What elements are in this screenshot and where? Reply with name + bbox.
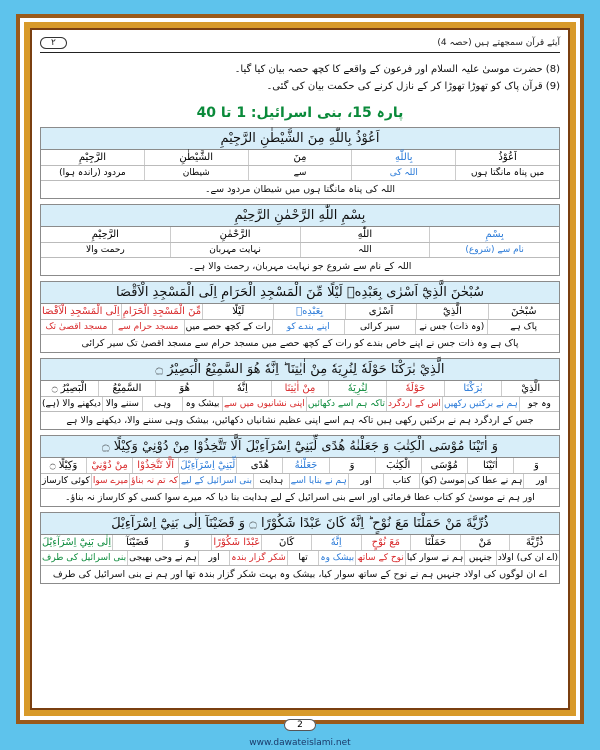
arabic-word: الرَّحِيْمِ — [91, 229, 119, 240]
arabic-word: جَعَلْنٰهُ — [282, 458, 328, 473]
urdu-meaning: اللہ — [300, 243, 430, 257]
arabic-word: لِّبَنِيْٓ اِسْرَآءِيْلَ — [180, 460, 236, 471]
arabic-word-row — [41, 458, 559, 474]
arabic-word: بِاللّٰهِ — [351, 150, 455, 165]
arabic-word-row — [41, 150, 559, 166]
arabic-word: مُوْسَى — [421, 458, 467, 473]
translation-text: اے ان لوگوں کی اولاد جنہیں ہم نے نوح کے ساتھ سوار کیا، بیشک وہ بہت شکر گزار بندہ تھا اور ہم نے بنی اسرائیل کی طرف — [52, 569, 548, 580]
urdu-meaning-row — [41, 397, 559, 412]
arabic-word: هُدًى — [236, 458, 282, 473]
urdu-meaning: شکر گزار بندہ — [231, 553, 286, 563]
arabic-word: الرَّجِيْمِ — [78, 152, 107, 163]
ayah-block — [40, 281, 560, 353]
arabic-word: الْكِتٰبَ — [375, 458, 421, 473]
urdu-meaning: مسجد اقصیٰ تک — [45, 322, 108, 332]
arabic-word-row — [41, 304, 559, 320]
arabic-word: مِنْ اٰيٰتِنَا — [271, 381, 329, 396]
arabic-word: اَعُوْذُ — [455, 150, 559, 165]
ayah-text: سُبْحٰنَ الَّذِيْٓ اَسْرٰى بِعَبْدِهٖ لَيْلًا مِّنَ الْمَسْجِدِ الْحَرَامِ اِلَى الْمَسْجِدِ الْاَقْصَا — [41, 282, 559, 304]
urdu-meaning: وہی — [142, 397, 182, 411]
urdu-meaning: ہم نے برکتیں رکھیں — [443, 399, 518, 409]
arabic-word: هُوَ — [155, 381, 213, 396]
urdu-meaning: دیکھنے والا (ہے) — [42, 399, 101, 409]
arabic-word: حَمَلْنَا — [410, 535, 460, 550]
urdu-meaning: (اے ان کی) اولاد — [497, 553, 558, 563]
translation-text: اللہ کے نام سے شروع جو نہایت مہربان، رحمت والا ہے۔ — [188, 261, 412, 272]
urdu-meaning: نام سے (شروع) — [429, 243, 559, 257]
urdu-meaning: کہ تم نہ بناؤ — [131, 476, 178, 486]
arabic-word: اِلٰى بَنِيْٓ اِسْرَآءِيْلَ — [41, 537, 112, 548]
page-header — [40, 34, 560, 53]
urdu-meaning: تھا — [287, 551, 319, 565]
arabic-word-row — [41, 535, 559, 551]
page-content — [40, 34, 560, 702]
urdu-meaning: ہم نے عطا کی — [467, 476, 523, 486]
page — [16, 14, 584, 730]
intro-points — [40, 61, 560, 95]
arabic-word: مِنْ دُوْنِيْ — [86, 458, 132, 473]
arabic-word: بِسْمِ — [429, 227, 559, 242]
urdu-meaning: میرے سوا — [92, 476, 129, 486]
ayah-text: اَعُوْذُ بِاللّٰهِ مِنَ الشَّيْطٰنِ الرَّجِيْمِ — [41, 128, 559, 150]
urdu-meaning: نوح کے ساتھ — [357, 553, 404, 563]
urdu-meaning: جنہیں — [464, 551, 496, 565]
arabic-word: الشَّيْطٰنِ — [144, 150, 248, 165]
urdu-meaning: مردود (راندہ ہوا) — [59, 168, 126, 178]
urdu-meaning: اور — [198, 551, 230, 565]
section-title: پارہ 15، بنی اسرائیل: 1 تا 40 — [196, 105, 404, 121]
arabic-word: كَانَ — [261, 535, 311, 550]
arabic-word: الْبَصِيْرُ ۝ — [51, 383, 87, 394]
urdu-meaning: اس کے اردگرد — [388, 399, 441, 409]
urdu-meaning: پاک ہے — [487, 320, 559, 334]
arabic-word: اَسْرٰى — [345, 304, 416, 319]
urdu-meaning: بیشک وہ — [320, 553, 355, 563]
translation-text: اور ہم نے موسیٰ کو کتاب عطا فرمائی اور اسے بنی اسرائیل کے لیے ہدایت بنا دیا کہ میرے سوا کسی کو کارساز نہ بناؤ۔ — [65, 492, 535, 503]
website-link[interactable]: www.dawateislami.net — [249, 738, 351, 748]
ayah-block — [40, 512, 560, 584]
urdu-meaning-row — [41, 166, 559, 181]
urdu-meaning: وہ جو — [519, 397, 559, 411]
urdu-meaning-row — [41, 474, 559, 489]
arabic-word: مِّنَ الْمَسْجِدِ الْحَرَامِ — [122, 306, 202, 317]
urdu-meaning-row — [41, 551, 559, 566]
arabic-word: حَوْلَهٗ — [386, 381, 444, 396]
arabic-word: اٰتَيْنَا — [467, 458, 513, 473]
ayah-block — [40, 127, 560, 199]
urdu-meaning: بیشک وہ — [182, 397, 222, 411]
ayah-blocks — [40, 127, 560, 584]
urdu-meaning: اپنے بندے کو — [272, 320, 344, 334]
urdu-meaning: موسیٰ (کو) — [421, 476, 465, 486]
arabic-word: قَضَيْنَآ — [112, 535, 162, 550]
urdu-meaning: بنی اسرائیل کی طرف — [41, 553, 127, 563]
footer-page-number: 2 — [284, 719, 316, 731]
urdu-meaning: اپنی نشانیوں میں سے — [224, 399, 305, 409]
intro-point: (8) حضرت موسیٰ علیہ السلام اور فرعون کے واقعے کا کچھ حصہ بیان کیا گیا۔ — [234, 64, 560, 75]
urdu-meaning: سے — [248, 166, 352, 180]
urdu-meaning: شیطان — [144, 166, 248, 180]
arabic-word: مَعَ نُوْحٍ — [361, 535, 411, 550]
urdu-meaning-row — [41, 320, 559, 335]
urdu-meaning: سننے والا — [102, 397, 142, 411]
ayah-block — [40, 358, 560, 430]
urdu-meaning: نہایت مہربان — [170, 243, 300, 257]
arabic-word: لِنُرِيَهٗ — [328, 381, 386, 396]
urdu-meaning-row — [41, 243, 559, 258]
arabic-word: وَكِيْلًا ۝ — [49, 460, 78, 471]
arabic-word: اِنَّهٗ — [311, 535, 361, 550]
arabic-word-row — [41, 227, 559, 243]
urdu-meaning: ہدایت — [253, 474, 289, 488]
arabic-word-row — [41, 381, 559, 397]
header-title: آیئے قرآن سمجھتے ہیں (حصہ 4) — [437, 38, 560, 48]
intro-point: (9) قرآن پاک کو تھوڑا تھوڑا کر کے نازل کرنے کی حکمت بیان کی گئی۔ — [266, 81, 560, 92]
urdu-meaning: ہم نے بنایا اسے — [290, 476, 347, 486]
arabic-word: وَ — [329, 458, 375, 473]
urdu-meaning: اور — [523, 474, 559, 488]
arabic-word: اللّٰهِ — [300, 227, 430, 242]
urdu-meaning: کتاب — [383, 474, 419, 488]
arabic-word: ذُرِّيَّةَ — [509, 535, 559, 550]
arabic-word: لَيْلًا — [202, 304, 273, 319]
arabic-word: سُبْحٰنَ — [488, 304, 559, 319]
arabic-word: الَّذِيْٓ — [416, 304, 487, 319]
arabic-word: مِنَ — [248, 150, 352, 165]
urdu-meaning: کوئی کارساز — [42, 476, 90, 486]
arabic-word: عَبْدًا شَكُوْرًا — [213, 537, 261, 548]
urdu-meaning: مسجد حرام سے — [112, 320, 184, 334]
arabic-word: اِلَى الْمَسْجِدِ الْاَقْصَا — [41, 306, 120, 317]
arabic-word: بِعَبْدِهٖ — [273, 304, 344, 319]
urdu-meaning: اور — [348, 474, 384, 488]
ayah-block — [40, 204, 560, 276]
arabic-word: اِنَّهٗ — [213, 381, 271, 396]
ayah-text: بِسْمِ اللّٰهِ الرَّحْمٰنِ الرَّحِيْمِ — [41, 205, 559, 227]
ayah-text: ذُرِّيَّةَ مَنْ حَمَلْنَا مَعَ نُوْحٍ ؕ اِنَّهٗ كَانَ عَبْدًا شَكُوْرًا ۝ وَ قَضَيْنَآ اِلٰى بَنِيْٓ اِسْرَآءِيْلَ — [41, 513, 559, 535]
urdu-meaning: رحمت والا — [85, 245, 125, 255]
translation-text: اللہ کی پناہ مانگتا ہوں میں شیطان مردود سے۔ — [204, 184, 396, 195]
arabic-word: بٰرَكْنَا — [444, 381, 502, 396]
arabic-word: الرَّحْمٰنِ — [170, 227, 300, 242]
urdu-meaning: ہم نے سوار کیا — [406, 553, 464, 563]
arabic-word: اَلَّا تَتَّخِذُوْا — [132, 458, 178, 473]
ayah-text: وَ اٰتَيْنَا مُوْسَى الْكِتٰبَ وَ جَعَلْنٰهُ هُدًى لِّبَنِيْٓ اِسْرَآءِيْلَ اَلَّا تَتَّخِذُوْا مِنْ دُوْنِيْ وَكِيْلًا ۝ — [41, 436, 559, 458]
translation-text: پاک ہے وہ ذات جس نے اپنے خاص بندے کو رات کے کچھ حصے میں مسجد حرام سے مسجد اقصیٰ تک سیر کرائی — [81, 338, 519, 349]
arabic-word: السَّمِيْعُ — [98, 381, 156, 396]
urdu-meaning: رات کے کچھ حصے میں — [185, 322, 271, 332]
ayah-block — [40, 435, 560, 507]
urdu-meaning: اللہ کی — [351, 166, 455, 180]
header-page-number: ۲ — [40, 37, 67, 49]
urdu-meaning: (وہ ذات) جس نے — [415, 320, 487, 334]
arabic-word: وَ — [513, 458, 559, 473]
urdu-meaning: ہم نے وحی بھیجی — [129, 553, 197, 563]
page-footer — [20, 720, 580, 730]
ayah-text: الَّذِيْ بٰرَكْنَا حَوْلَهٗ لِنُرِيَهٗ مِنْ اٰيٰتِنَا ؕ اِنَّهٗ هُوَ السَّمِيْعُ الْبَصِيْرُ ۝ — [41, 359, 559, 381]
urdu-meaning: میں پناہ مانگتا ہوں — [455, 166, 559, 180]
translation-text: جس کے اردگرد ہم نے برکتیں رکھی ہیں تاکہ ہم اسے اپنی عظیم نشانیاں دکھائیں، بیشک وہی سننے والا، دیکھنے والا ہے — [66, 415, 534, 426]
urdu-meaning: بنی اسرائیل کے لیے — [180, 476, 253, 486]
arabic-word: الَّذِيْ — [501, 381, 559, 396]
urdu-meaning: سیر کرائی — [344, 320, 416, 334]
urdu-meaning: تاکہ ہم اسے دکھائیں — [307, 399, 386, 409]
arabic-word: مَنْ — [460, 535, 510, 550]
arabic-word: وَ — [162, 535, 212, 550]
